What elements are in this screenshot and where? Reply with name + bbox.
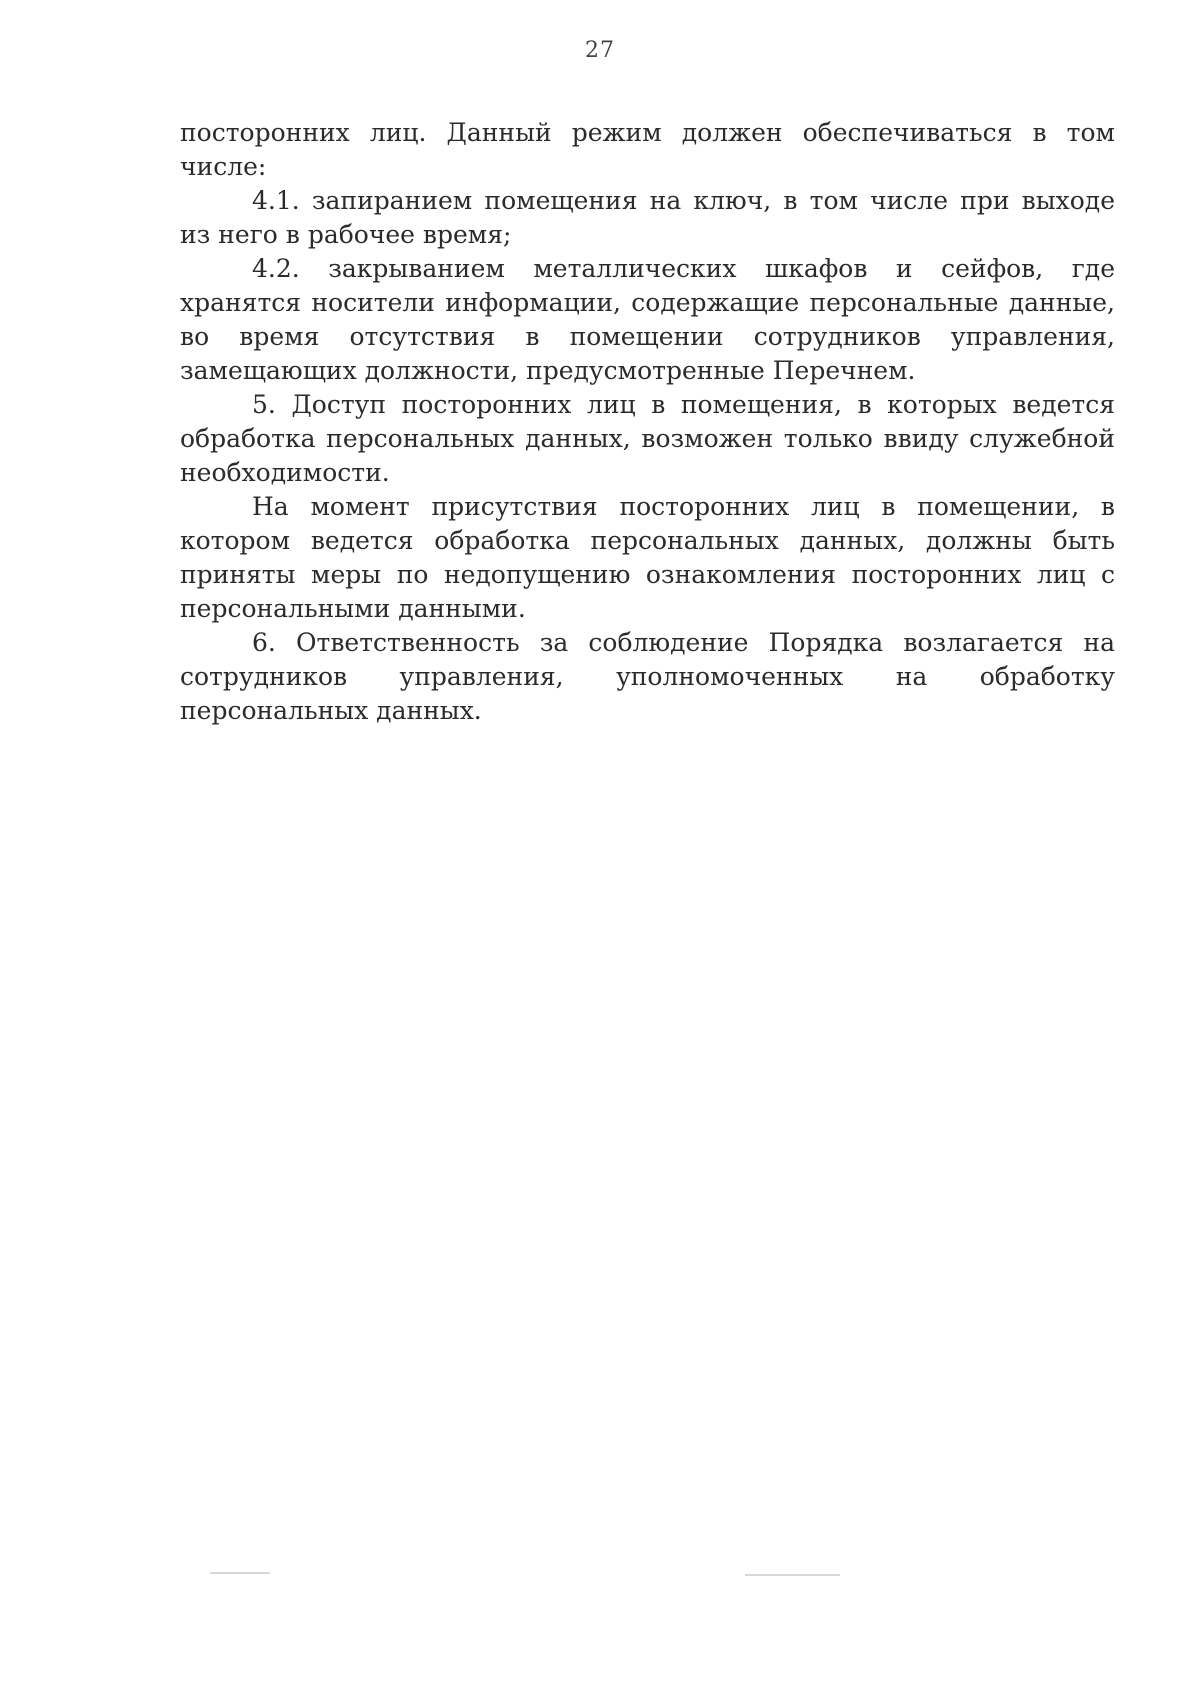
paragraph-6: 6. Ответственность за соблюдение Порядка возлагается на сотрудников управления, уполномоченных на обработку персональных данных. xyxy=(180,628,1115,725)
paragraph-4-1: 4.1. запиранием помещения на ключ, в том числе при выходе из него в рабочее время; xyxy=(180,186,1115,249)
document-body xyxy=(180,116,1115,728)
page-number: 27 xyxy=(585,38,615,63)
paragraph-continuation: посторонних лиц. Данный режим должен обеспечиваться в том числе: xyxy=(180,118,1115,181)
paragraph-4-2: 4.2. закрыванием металлических шкафов и сейфов, где хранятся носители информации, содержащие персональные данные, во время отсутствия в помещении сотрудников управления, замещающих должности, предусмотренные Перечнем. xyxy=(180,254,1115,385)
scan-artifact xyxy=(745,1574,840,1576)
paragraph-5-note: На момент присутствия посторонних лиц в помещении, в котором ведется обработка персональных данных, должны быть приняты меры по недопущению ознакомления посторонних лиц с персональными данными. xyxy=(180,492,1115,623)
paragraph-5: 5. Доступ посторонних лиц в помещения, в которых ведется обработка персональных данных, возможен только ввиду служебной необходимости. xyxy=(180,390,1115,487)
scan-artifact xyxy=(210,1572,270,1574)
